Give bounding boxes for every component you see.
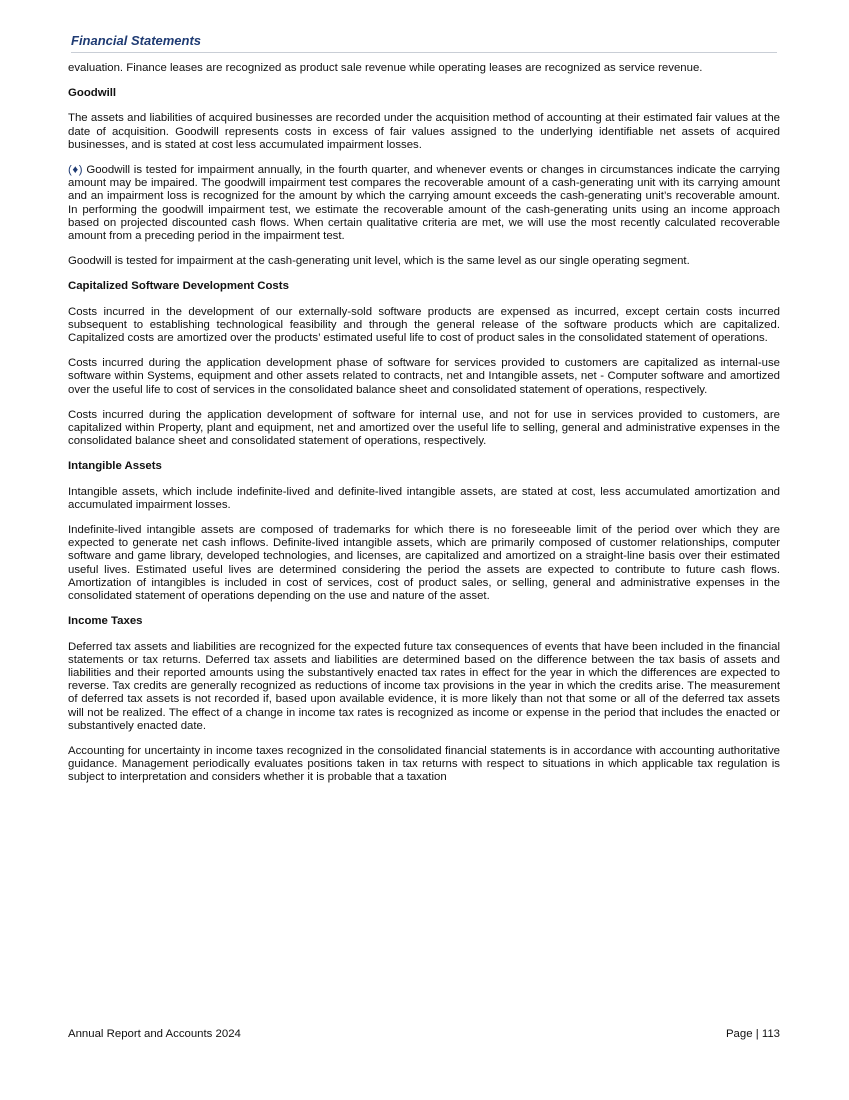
paragraph-text: Goodwill is tested for impairment annually, in the fourth quarter, and whenever events or changes in circumstances indicate the carrying amount may be impaired. The goodwill impairment test compares the recoverable amount of a cash-generating unit with its carrying amount and an impairment loss is recognized for the amount by which the carrying amount exceeds the cash-generating unit’s recoverable amount. In performing the goodwill impairment test, we estimate the recoverable amount of the cash-generating units using an income approach based on projected discounted cash flows. When certain qualitative criteria are met, we will use the most recently calculated recoverable amount from a preceding period in the impairment test.	[68, 164, 780, 243]
section-heading-intangible-assets: Intangible Assets	[68, 460, 162, 473]
page-number: Page | 113	[725, 1028, 780, 1040]
paragraph: Costs incurred in the development of our externally-sold software products are expensed as incurred, except certain costs incurred subsequent to establishing technological feasibility and through the general release of the software products which are capitalized. Capitalized costs are amortized over the products’ estimated useful life to cost of product sales in the consolidated statement of operations.	[68, 305, 780, 345]
page-header	[71, 32, 777, 53]
section-heading-income-taxes: Income Taxes	[68, 615, 143, 628]
paragraph: Goodwill is tested for impairment at the cash-generating unit level, which is the same level as our single operating segment.	[68, 255, 690, 268]
paragraph: Costs incurred during the application development of software for internal use, and not for use in services provided to customers, are capitalized within Property, plant and equipment, net and amortized over the useful life to selling, general and administrative expenses in the consolidated balance sheet and consolidated statement of operations, respectively.	[68, 408, 780, 448]
paragraph: Costs incurred during the application development phase of software for services provided to customers are capitalized as internal-use software within Systems, equipment and other assets related to contracts, net and Intangible assets, net - Computer software and amortized over the useful life to cost of services in the consolidated balance sheet and consolidated statement of operations, respectively.	[68, 357, 780, 396]
paragraph: The assets and liabilities of acquired businesses are recorded under the acquisition method of accounting at their estimated fair values at the date of acquisition. Goodwill represents costs in excess of fair values assigned to the underlying identifiable net assets of acquired businesses, and is stated at cost less accumulated impairment losses.	[68, 112, 780, 151]
paragraph: Intangible assets, which include indefinite-lived and definite-lived intangible assets, are stated at cost, less accumulated amortization and accumulated impairment losses.	[68, 485, 780, 511]
page-footer	[68, 1028, 780, 1040]
header-title: Financial Statements	[71, 33, 202, 48]
footer-report-title: Annual Report and Accounts 2024	[68, 1028, 241, 1040]
section-heading-capitalized-software: Capitalized Software Development Costs	[68, 280, 289, 293]
paragraph-critical-estimate	[68, 164, 780, 243]
paragraph: Indefinite-lived intangible assets are composed of trademarks for which there is no foreseeable limit of the period over which they are expected to generate net cash inflows. Definite-lived intangible assets, which are primarily composed of customer relationships, computer software and game library, developed technologies, and licenses, are capitalized and amortized on a straight-line basis over their estimated useful lives. Estimated useful lives are determined considering the period the assets are expected to contribute to future cash flows. Amortization of intangibles is included in cost of services, cost of product sales, or selling, general and administrative expenses in the consolidated statement of operations depending on the use and nature of the asset.	[68, 524, 780, 603]
document-body	[68, 62, 780, 797]
critical-estimate-marker: (♦)	[68, 164, 83, 177]
paragraph: Deferred tax assets and liabilities are recognized for the expected future tax consequences of events that have been included in the financial statements or tax returns. Deferred tax assets and liabilities are determined based on the difference between the tax basis of assets and liabilities and their reported amounts using the substantively enacted tax rates in effect for the year in which the differences are expected to reverse. Tax credits are generally recognized as reductions of income tax provisions in the year in which the credits arise. The measurement of deferred tax assets is not recorded if, based upon available evidence, it is more likely than not that some or all of the deferred tax assets will not be realized. The effect of a change in income tax rates is recognized as income or expense in the period that includes the enacted or substantively enacted date.	[68, 640, 780, 732]
paragraph: Accounting for uncertainty in income taxes recognized in the consolidated financial statements is in accordance with accounting authoritative guidance. Management periodically evaluates positions taken in tax returns with respect to situations in which applicable tax regulation is subject to interpretation and considers whether it is probable that a taxation	[68, 744, 780, 784]
paragraph: evaluation. Finance leases are recognized as product sale revenue while operating leases are recognized as service revenue.	[68, 62, 703, 74]
section-heading-goodwill: Goodwill	[68, 87, 117, 100]
